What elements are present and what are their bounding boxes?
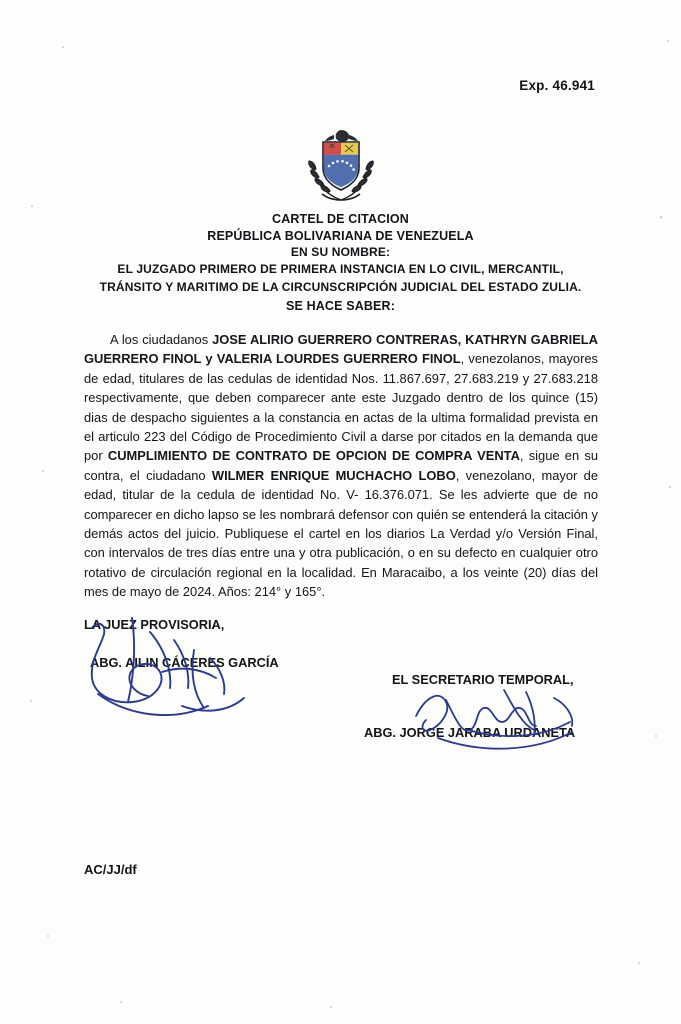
case-subject: CUMPLIMIENTO DE CONTRATO DE OPCION DE COMPRA VENTA — [107, 448, 520, 464]
document-heading — [0, 212, 681, 313]
heading-court-line-2: TRÁNSITO Y MARITIMO DE LA CIRCUNSCRIPCIÓN JUDICIAL DEL ESTADO ZULIA. — [99, 280, 582, 294]
judge-signature-block — [84, 617, 279, 670]
scan-speck — [655, 735, 657, 737]
scan-speck — [62, 46, 64, 48]
scan-speck — [667, 40, 669, 42]
body-part-closing: , venezolano, mayor de edad, titular de la cedula de identidad No. V- 16.376.071. Se les advierte que de no comparecer en dicho lapso se les nombrará defensor con quién se entenderá la citación y demás actos del juicio. Publiquese el cartel en los diarios La Verdad y/o Versión Final, con intervalos de tres días entre una y otra publicación, o en su defecto en cualquier otro rotativo de circulación regional en la localidad. En Maracaibo, a los veinte (20) días del mes de mayo de 2024. Años: 214° y 165°. — [84, 467, 598, 600]
scan-speck — [31, 205, 33, 207]
scan-speck — [120, 1001, 122, 1003]
heading-in-its-name: EN SU NOMBRE: — [290, 245, 391, 259]
body-part-details: , venezolanos, mayores de edad, titulares de las cedulas de identidad Nos. 11.867.697, 27.683.219 y 27.683.218 respectivamente, que deben comparecer ante este Juzgado dentro de los quince (15) dias de despacho siguientes a la constancia en actas de la ultima formalidad prevista en el articulo 223 del Código de Procedimiento Civil a darse por citados en la demanda que por — [84, 351, 599, 464]
secretary-title: EL SECRETARIO TEMPORAL, — [392, 672, 574, 687]
judge-name: ABG. AILIN CÁCERES GARCÍA — [90, 655, 279, 670]
scan-speck — [330, 1006, 332, 1008]
heading-court-line-1: EL JUZGADO PRIMERO DE PRIMERA INSTANCIA EN LO CIVIL, MERCANTIL, — [117, 262, 564, 276]
heading-republic: REPÚBLICA BOLIVARIANA DE VENEZUELA — [207, 229, 474, 243]
secretary-signature-block — [364, 672, 576, 740]
file-number: Exp. 46.941 — [519, 78, 595, 93]
scan-speck — [30, 700, 32, 702]
defendant-names: JOSE ALIRIO GUERRERO CONTRERAS, KATHRYN GABRIELA GUERRERO FINOL y VALERIA LOURDES GUERRERO FINOL — [84, 332, 598, 367]
body-part-intro: A los ciudadanos — [110, 332, 213, 347]
judge-title: LA JUEZ PROVISORIA, — [84, 617, 225, 632]
footer-reference: AC/JJ/df — [84, 862, 137, 877]
heading-notice: SE HACE SABER: — [285, 299, 396, 313]
secretary-name: ABG. JORGE JARABA URDANETA — [364, 725, 576, 740]
scan-speck — [669, 486, 671, 488]
venezuela-coat-of-arms-icon — [298, 126, 384, 204]
heading-title: CARTEL DE CITACION — [272, 212, 409, 226]
body-part-plaintiff-intro: , sigue en su contra, el ciudadano — [84, 448, 599, 483]
plaintiff-name: WILMER ENRIQUE MUCHACHO LOBO — [211, 467, 456, 483]
scan-speck — [42, 470, 44, 472]
document-body — [84, 330, 598, 602]
scan-speck — [47, 935, 49, 937]
scan-speck — [638, 962, 640, 964]
